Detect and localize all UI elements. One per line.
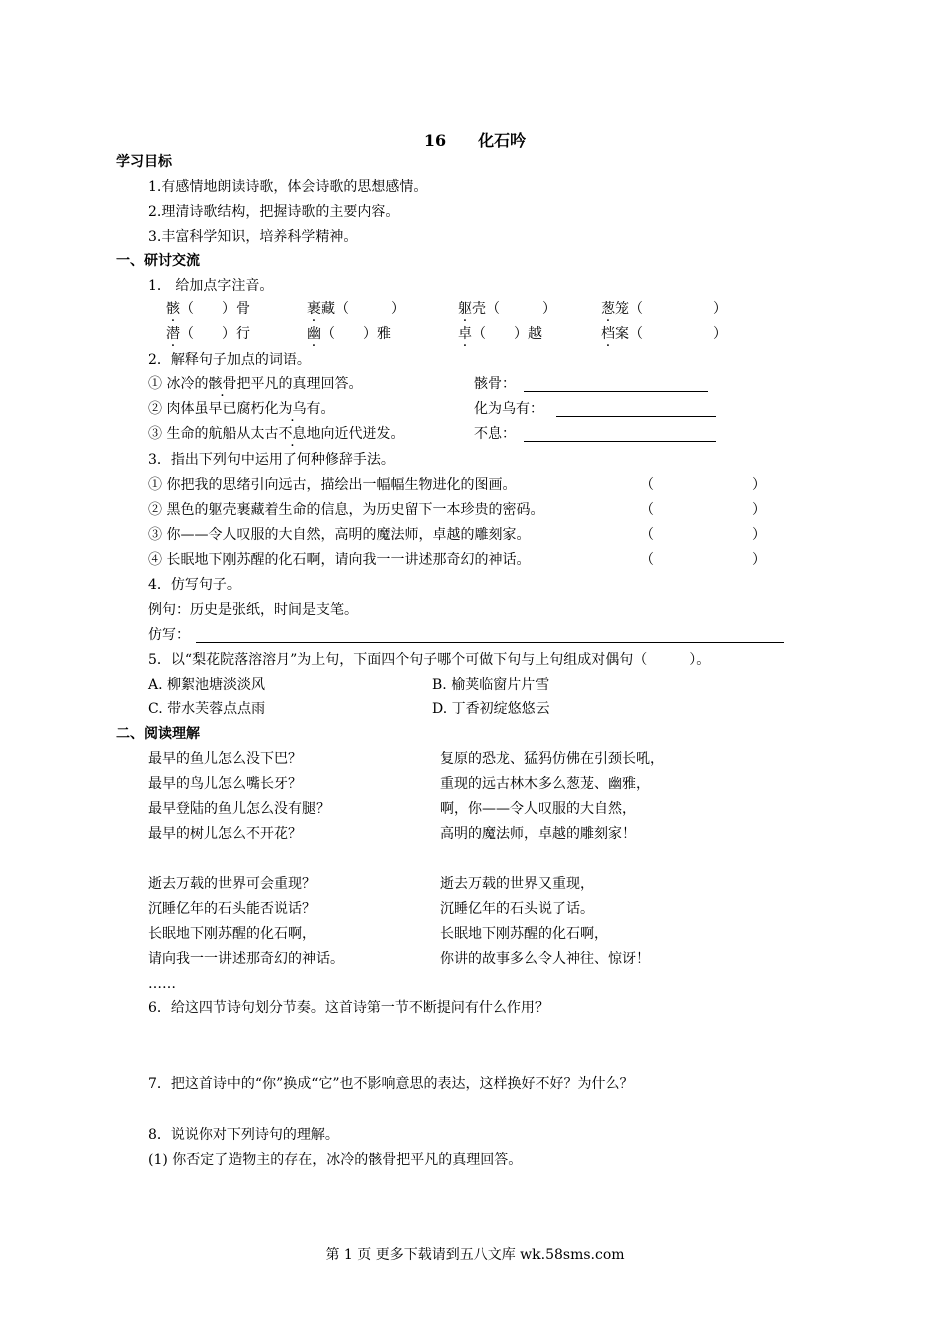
dotted-word: 不息: [278, 426, 307, 442]
objective-item: 2.理清诗歌结构，把握诗歌的主要内容。: [148, 204, 400, 220]
q3-sentence: ② 黑色的躯壳裹藏着生命的信息，为历史留下一本珍贵的密码。: [148, 502, 545, 518]
poem-line: 请向我一一讲述那奇幻的神话。: [148, 951, 344, 967]
q2-answer-label: 骸骨：: [474, 376, 516, 392]
poem-line: 沉睡亿年的石头能否说话？: [148, 901, 316, 917]
q2-sentence: ② 肉体虽早已腐朽化为乌有。: [148, 401, 335, 417]
dotted-char: 卓: [458, 326, 472, 342]
imitate-answer-line[interactable]: [196, 642, 784, 643]
answer-line[interactable]: [524, 441, 716, 442]
poem-line: 你讲的故事多么令人神往、惊讶！: [440, 951, 650, 967]
pinyin-item: 躯壳（ ）: [458, 301, 556, 317]
objectives-heading: 学习目标: [116, 154, 172, 170]
dotted-char: 幽: [307, 326, 321, 342]
poem-line: 长眠地下刚苏醒的化石啊，: [440, 926, 608, 942]
dotted-char: 档: [601, 326, 615, 342]
dotted-char: 潜: [166, 326, 180, 342]
q4-example: 例句：历史是张纸，时间是支笔。: [148, 602, 358, 618]
lesson-title: 化石吟: [478, 131, 527, 150]
q3-sentence: ④ 长眠地下刚苏醒的化石啊，请向我一一讲述那奇幻的神话。: [148, 552, 531, 568]
q3-sentence: ① 你把我的思绪引向远古，描绘出一幅幅生物进化的图画。: [148, 477, 517, 493]
q3-sentence: ③ 你——令人叹服的大自然，高明的魔法师，卓越的雕刻家。: [148, 527, 531, 543]
q2-prompt: 2．解释句子加点的词语。: [148, 352, 311, 368]
q7-prompt: 7．把这首诗中的“你”换成“它”也不影响意思的表达，这样换好不好？为什么？: [148, 1076, 634, 1092]
poem-line: 复原的恐龙、猛犸仿佛在引颈长吼，: [440, 751, 664, 767]
poem-line: 逝去万载的世界又重现，: [440, 876, 594, 892]
page-footer: 第 1 页 更多下载请到五八文库 wk.58sms.com: [325, 1247, 625, 1263]
q5-option-a[interactable]: A. 柳絮池塘淡淡风: [148, 677, 266, 693]
poem-line: 啊，你——令人叹服的大自然，: [440, 801, 636, 817]
poem-line: 重现的远古林木多么葱茏、幽雅，: [440, 776, 650, 792]
q5-option-b[interactable]: B. 榆荚临窗片片雪: [432, 677, 550, 693]
q5-prompt: 5．以“梨花院落溶溶月”为上句，下面四个句子哪个可做下句与上句组成对偶句（ ）。: [148, 652, 711, 668]
q5-option-d[interactable]: D. 丁香初绽悠悠云: [432, 701, 550, 717]
q3-blank[interactable]: （ ）: [640, 477, 766, 493]
pinyin-item: 潜（ ）行: [166, 326, 250, 342]
q2-sentence: ③ 生命的航船从太古不息地向近代迸发。: [148, 426, 405, 442]
pinyin-item: 幽（ ）雅: [307, 326, 391, 342]
q4-imitate-label: 仿写：: [148, 627, 190, 643]
q3-blank[interactable]: （ ）: [640, 552, 766, 568]
section2-heading: 二、阅读理解: [116, 726, 200, 742]
poem-line: 高明的魔法师，卓越的雕刻家！: [440, 826, 636, 842]
poem-line: 逝去万载的世界可会重现？: [148, 876, 316, 892]
q8-sub1: (1) 你否定了造物主的存在，冰冷的骸骨把平凡的真理回答。: [148, 1152, 523, 1168]
q2-answer-label: 不息：: [474, 426, 516, 442]
objective-item: 1.有感情地朗读诗歌，体会诗歌的思想感情。: [148, 179, 428, 195]
q2-sentence: ① 冰冷的骸骨把平凡的真理回答。: [148, 376, 363, 392]
q1-prompt: 1． 给加点字注音。: [148, 278, 274, 294]
dotted-char: 骸: [166, 301, 180, 317]
q4-prompt: 4．仿写句子。: [148, 577, 241, 593]
q3-blank[interactable]: （ ）: [640, 502, 766, 518]
dotted-word: 化为乌有: [264, 401, 321, 417]
poem-line: 最早的鸟儿怎么嘴长牙？: [148, 776, 302, 792]
page-title: [0, 128, 950, 151]
pinyin-item: 卓（ ）越: [458, 326, 542, 342]
poem-line: 长眠地下刚苏醒的化石啊，: [148, 926, 316, 942]
pinyin-item: 骸（ ）骨: [166, 301, 250, 317]
q3-blank[interactable]: （ ）: [640, 527, 766, 543]
poem-ellipsis: ……: [148, 976, 176, 992]
pinyin-item: 档案（ ）: [601, 326, 727, 342]
dotted-char: 裹: [307, 301, 321, 317]
objective-item: 3.丰富科学知识，培养科学精神。: [148, 229, 358, 245]
poem-line: 最早的鱼儿怎么没下巴？: [148, 751, 302, 767]
poem-line: 沉睡亿年的石头说了话。: [440, 901, 594, 917]
answer-line[interactable]: [556, 416, 716, 417]
dotted-char: 躯: [458, 301, 472, 317]
q5-option-c[interactable]: C. 带水芙蓉点点雨: [148, 701, 266, 717]
answer-line[interactable]: [524, 391, 708, 392]
q8-prompt: 8．说说你对下列诗句的理解。: [148, 1127, 339, 1143]
lesson-number: 16: [423, 131, 447, 150]
poem-line: 最早的树儿怎么不开花？: [148, 826, 302, 842]
pinyin-item: 葱笼（ ）: [601, 301, 727, 317]
dotted-char: 葱: [601, 301, 615, 317]
dotted-word: 骸骨: [208, 376, 237, 392]
q2-answer-label: 化为乌有：: [474, 401, 544, 417]
pinyin-item: 裹藏（ ）: [307, 301, 405, 317]
section1-heading: 一、研讨交流: [116, 253, 200, 269]
q3-prompt: 3．指出下列句中运用了何种修辞手法。: [148, 452, 395, 468]
q6-prompt: 6．给这四节诗句划分节奏。这首诗第一节不断提问有什么作用？: [148, 1000, 549, 1016]
poem-line: 最早登陆的鱼儿怎么没有腿？: [148, 801, 330, 817]
